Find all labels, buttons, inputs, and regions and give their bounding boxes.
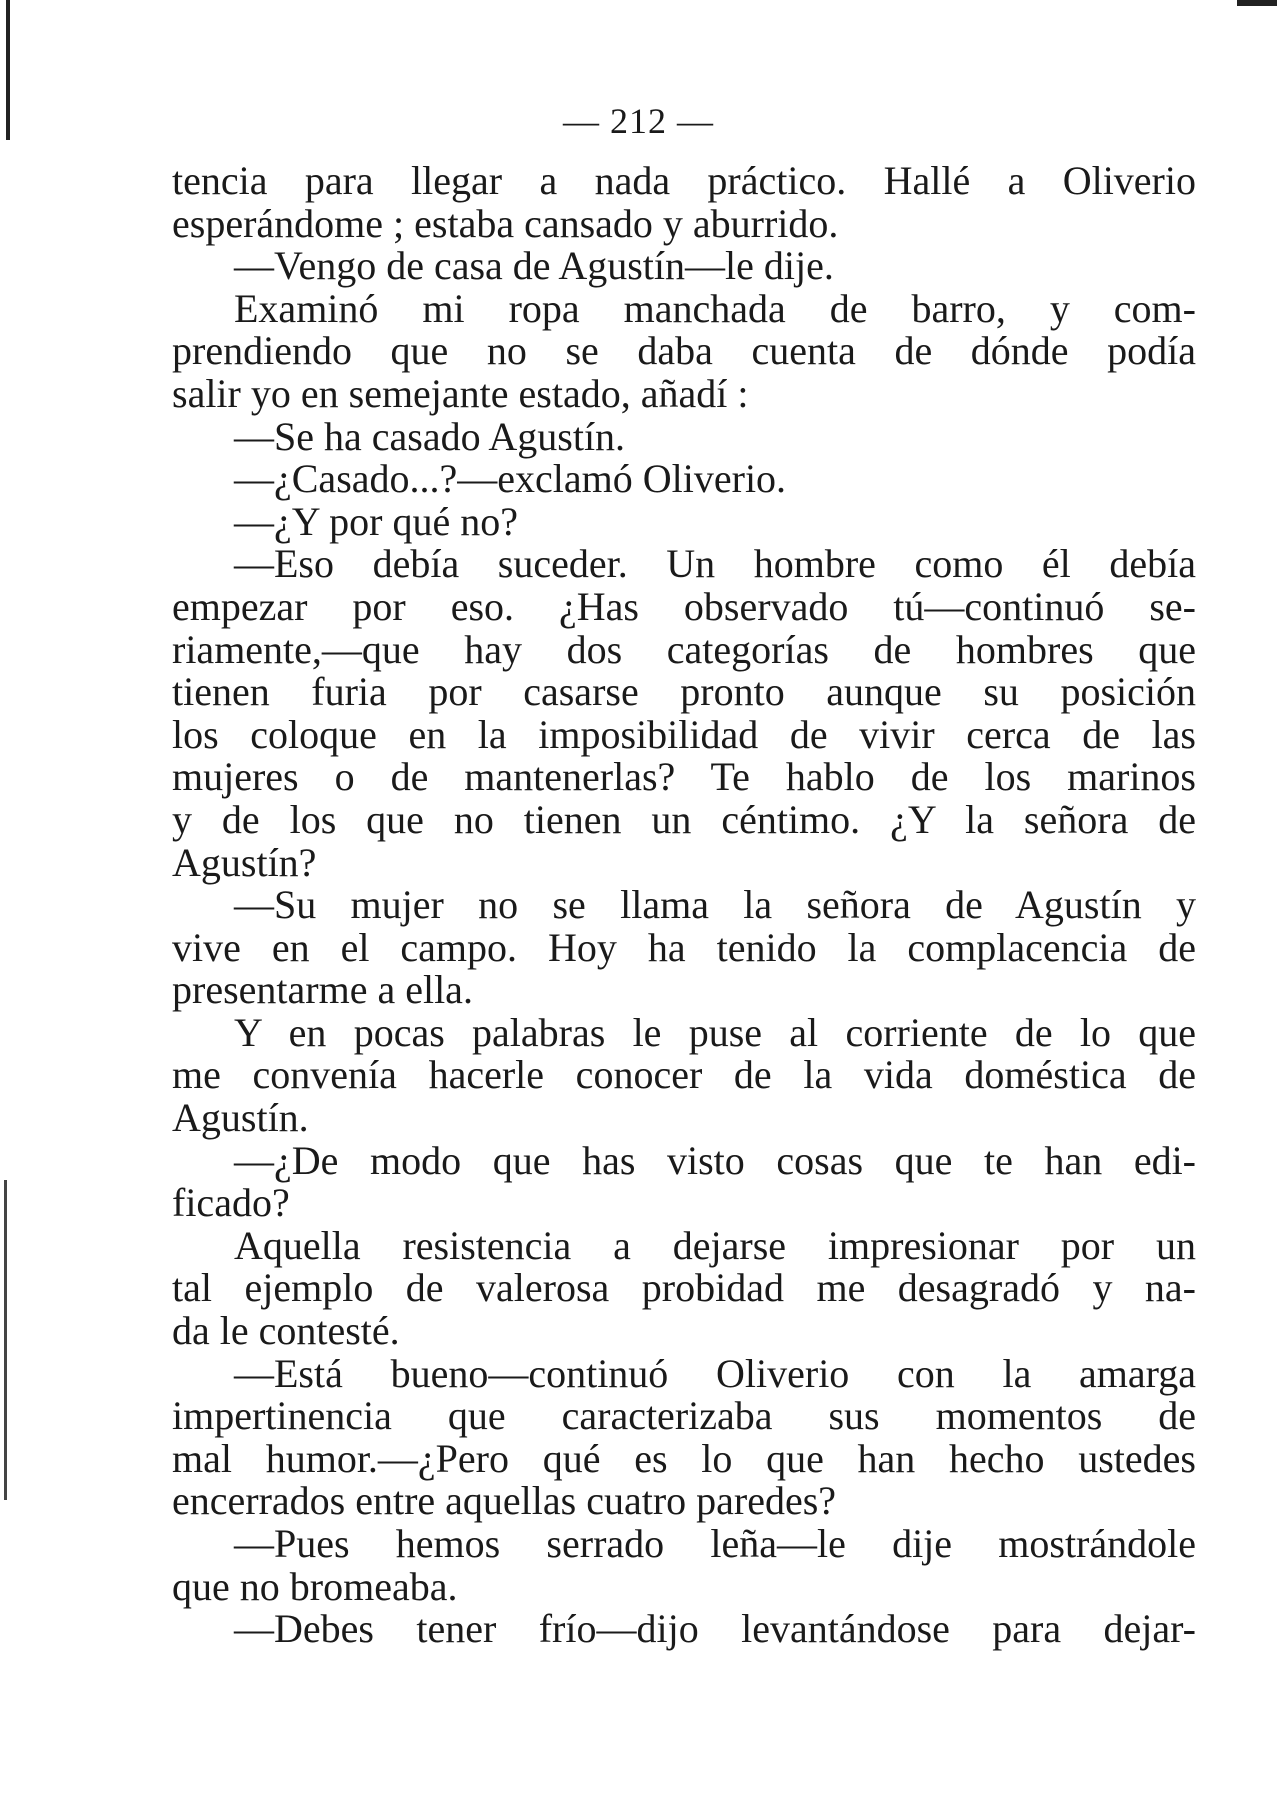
text-line: salir yo en semejante estado, añadí : [172,370,749,416]
text-line: —Está bueno—continuó Oliverio con la amarga [234,1350,1196,1396]
text-line: y de los que no tienen un céntimo. ¿Y la señora de [172,796,1196,842]
text-line: Agustín? [172,839,317,885]
text-line: Agustín. [172,1095,309,1141]
text-line: mujeres o de mantenerlas? Te hablo de los marinos [172,754,1196,800]
text-line: riamente,—que hay dos categorías de hombres que [172,626,1196,672]
text-line: —¿De modo que has visto cosas que te han edi- [234,1137,1196,1183]
text-line: esperándome ; estaba cansado y aburrido. [172,200,839,246]
text-line: encerrados entre aquellas cuatro paredes? [172,1478,837,1524]
body-text [172,160,1196,1651]
text-line: —Debes tener frío—dijo levantándose para dejar- [234,1606,1196,1652]
text-line: —Eso debía suceder. Un hombre como él debía [234,541,1196,587]
text-line: mal humor.—¿Pero qué es lo que han hecho ustedes [172,1435,1196,1481]
text-line: prendiendo que no se daba cuenta de dónde podía [172,328,1196,374]
scan-edge-mark-lower [4,1180,7,1500]
text-line: tal ejemplo de valerosa probidad me desagradó y na- [172,1265,1196,1311]
text-line: los coloque en la imposibilidad de vivir cerca de las [172,711,1196,757]
text-line: —¿Casado...?—exclamó Oliverio. [234,456,787,502]
text-line: Examinó mi ropa manchada de barro, y com- [234,285,1196,331]
text-line: Aquella resistencia a dejarse impresionar por un [234,1222,1196,1268]
text-line: que no bromeaba. [172,1563,458,1609]
text-line: tienen furia por casarse pronto aunque su posición [172,669,1196,715]
text-line: tencia para llegar a nada práctico. Hallé a Oliverio [172,158,1196,203]
text-line: Y en pocas palabras le puse al corriente de lo que [234,1009,1196,1055]
text-line: empezar por eso. ¿Has observado tú—continuó se- [172,583,1196,629]
scan-corner-mark [1237,0,1277,6]
text-line: —¿Y por qué no? [234,498,518,544]
text-line: me convenía hacerle conocer de la vida doméstica de [172,1052,1196,1098]
text-line: —Se ha casado Agustín. [234,413,626,459]
text-line: impertinencia que caracterizaba sus momentos de [172,1393,1196,1439]
text-line: —Vengo de casa de Agustín—le dije. [234,243,834,289]
text-line: presentarme a ella. [172,967,473,1013]
text-line: ficado? [172,1180,290,1226]
text-line: —Su mujer no se llama la señora de Agustín y [234,882,1196,928]
text-line: vive en el campo. Hoy ha tenido la complacencia de [172,924,1196,970]
page-number: — 212 — [563,101,714,141]
text-line: da le contesté. [172,1308,400,1354]
text-line: —Pues hemos serrado leña—le dije mostrándole [234,1521,1196,1566]
